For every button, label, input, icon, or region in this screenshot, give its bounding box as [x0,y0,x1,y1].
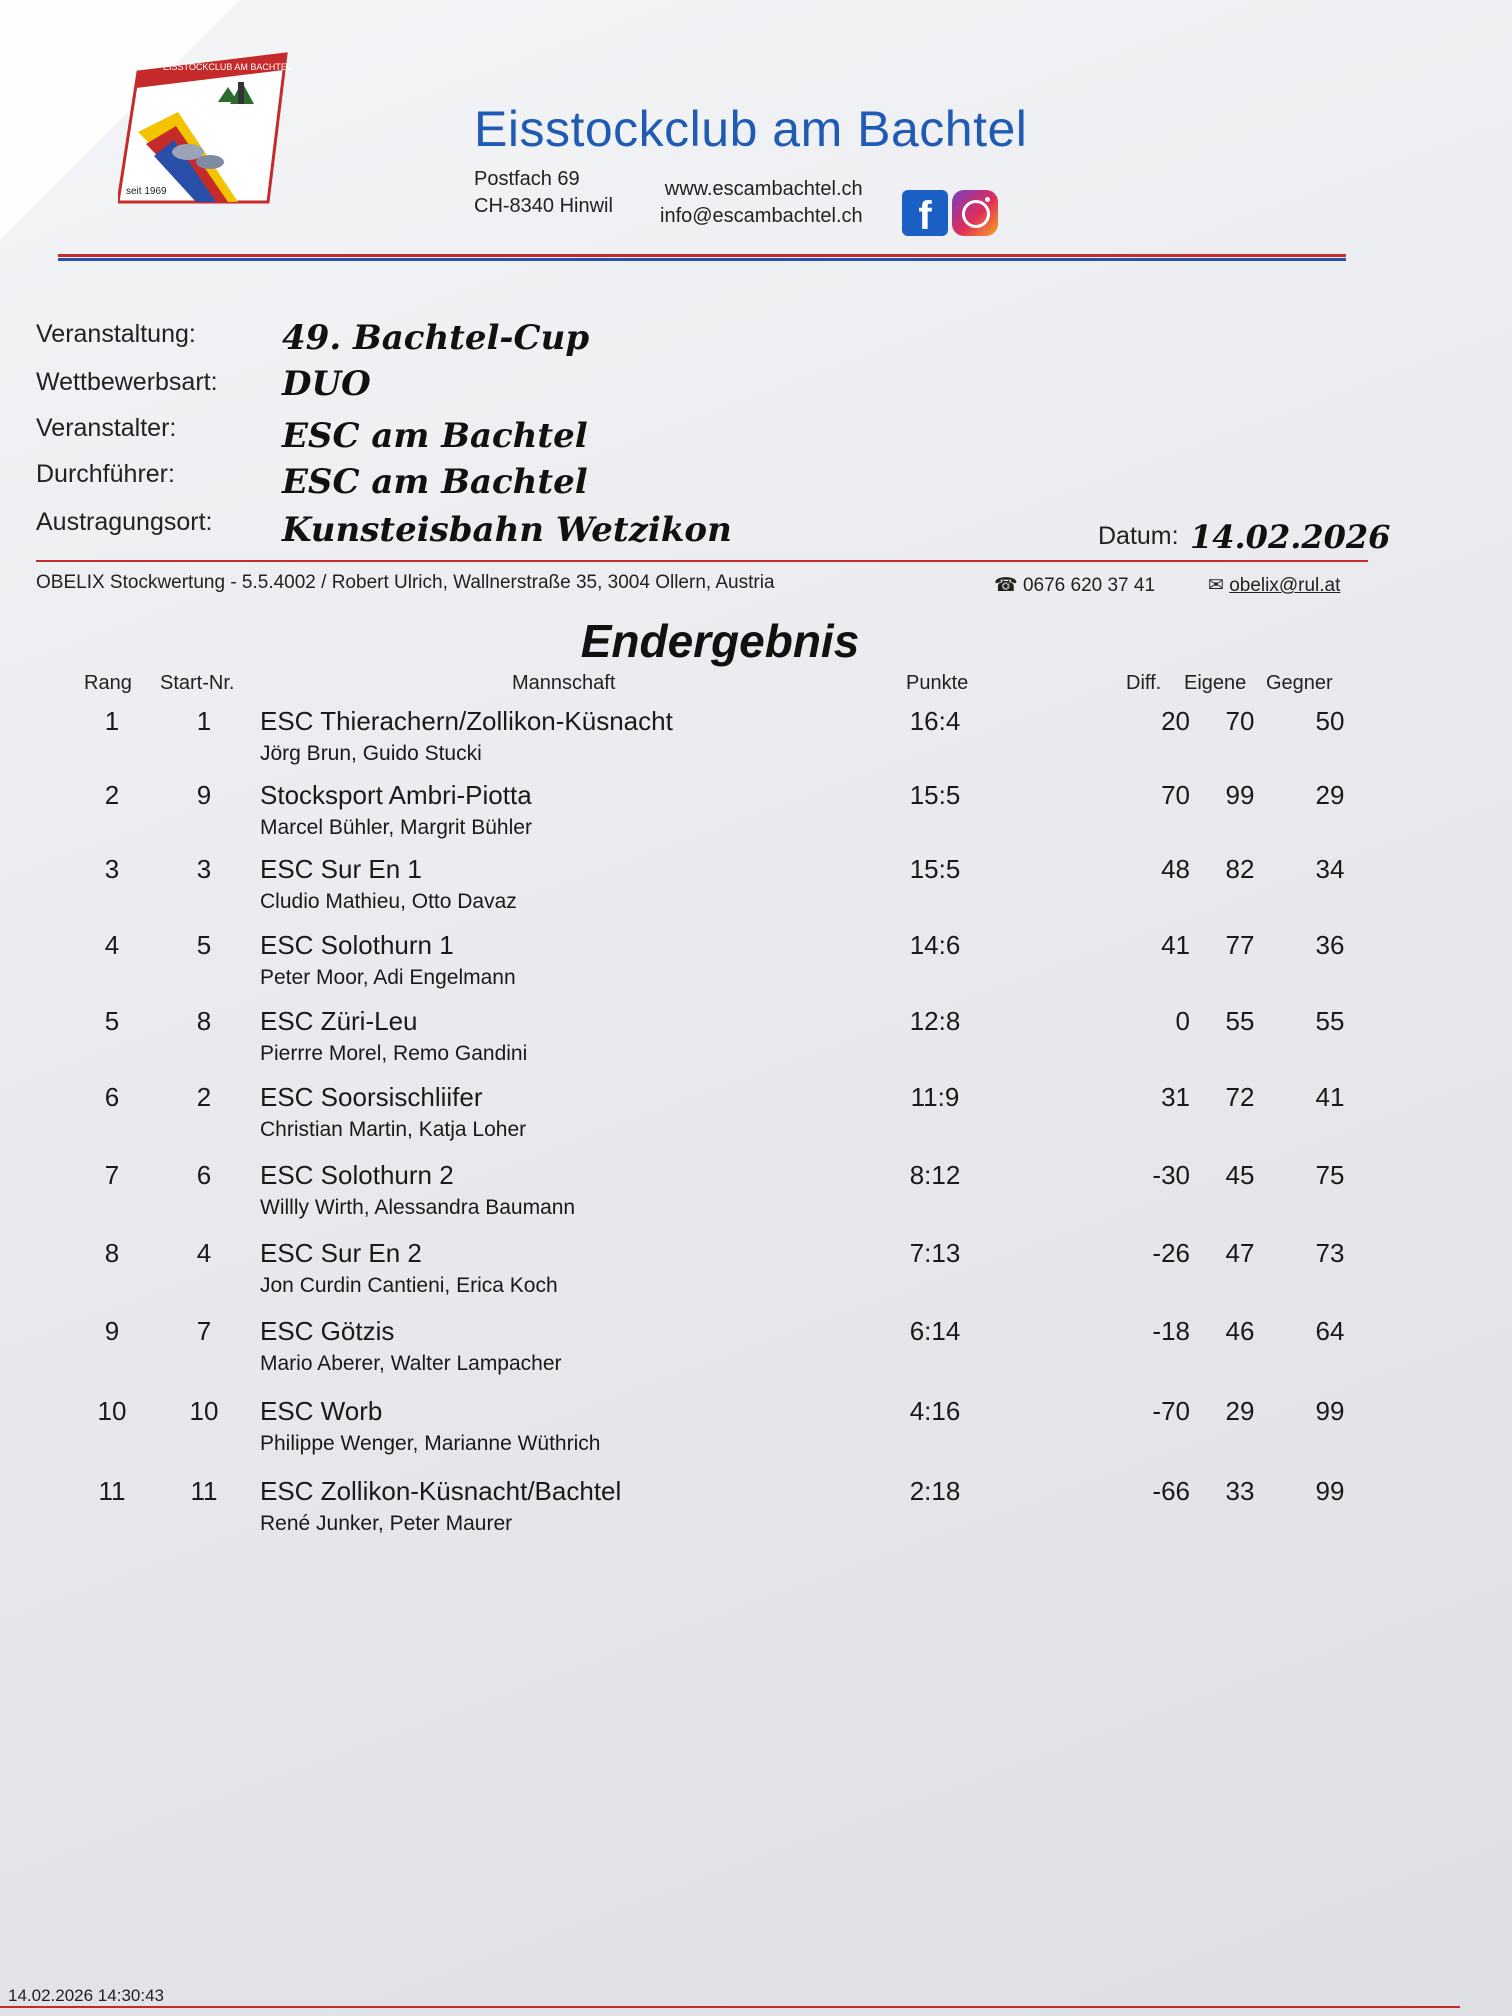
start-cell: 4 [196,1238,212,1268]
own-cell: 45 [1225,1160,1255,1190]
team-cell: ESC Solothurn 2 [260,1160,454,1190]
start-cell: 10 [189,1396,219,1426]
start-cell: 1 [196,706,212,736]
header-diff: Diff. [1126,672,1162,694]
table-row [0,930,1512,1006]
header-rank: Rang [84,672,132,694]
team-cell: ESC Worb [260,1396,383,1426]
instagram-icon [952,190,998,236]
logo-since-text: seit 1969 [126,186,167,197]
start-cell: 7 [196,1316,212,1346]
rank-cell: 10 [97,1396,127,1426]
start-cell: 5 [196,930,212,960]
organizer-value: ESC am Bachtel [282,416,588,456]
own-cell: 82 [1225,854,1255,884]
header-rule [58,254,1346,262]
type-value: DUO [282,364,371,404]
rank-cell: 1 [104,706,120,736]
club-email: info@escambachtel.ch [660,205,863,227]
team-cell: ESC Solothurn 1 [260,930,454,960]
rank-cell: 11 [98,1476,126,1506]
rank-cell: 7 [104,1160,120,1190]
opponent-cell: 41 [1315,1082,1345,1112]
players-cell: Jörg Brun, Guido Stucki [260,742,482,765]
table-row [0,1238,1512,1314]
team-cell: ESC Zollikon-Küsnacht/Bachtel [260,1476,622,1506]
date-label: Datum: [1098,522,1179,550]
players-cell: Cludio Mathieu, Otto Davaz [260,890,517,913]
start-cell: 11 [190,1476,218,1506]
diff-cell: 48 [1161,854,1190,884]
table-row [0,1082,1512,1158]
points-cell: 4:16 [909,1396,961,1426]
club-contact [660,176,863,230]
phone-icon: ☎ [994,575,1023,596]
points-cell: 2:18 [909,1476,961,1506]
diff-cell: -30 [1152,1160,1190,1190]
players-cell: Pierrre Morel, Remo Gandini [260,1042,528,1065]
club-name: Eisstockclub am Bachtel [474,101,1028,157]
print-timestamp: 14.02.2026 14:30:43 [8,1986,164,2005]
venue-value: Kunsteisbahn Wetzikon [282,510,732,550]
software-phone [994,574,1155,597]
diff-cell: 41 [1161,930,1190,960]
points-cell: 12:8 [909,1006,961,1036]
diff-cell: 0 [1175,1006,1190,1036]
team-cell: ESC Götzis [260,1316,395,1346]
diff-cell: -18 [1152,1316,1190,1346]
diff-cell: -26 [1152,1238,1190,1268]
club-address [474,166,613,220]
own-cell: 33 [1225,1476,1255,1506]
rank-cell: 9 [104,1316,120,1346]
own-cell: 46 [1225,1316,1255,1346]
diff-cell: -70 [1152,1396,1190,1426]
start-cell: 8 [196,1006,212,1036]
address-line-2: CH-8340 Hinwil [474,195,613,217]
opponent-cell: 64 [1315,1316,1345,1346]
rank-cell: 5 [104,1006,120,1036]
header-start: Start-Nr. [160,672,235,694]
start-cell: 9 [196,780,212,810]
software-line: OBELIX Stockwertung - 5.5.4002 / Robert Ulrich, Wallnerstraße 35, 3004 Ollern, Austria [36,572,775,593]
team-cell: ESC Sur En 2 [260,1238,422,1268]
rank-cell: 8 [104,1238,120,1268]
points-cell: 8:12 [909,1160,961,1190]
diff-cell: 31 [1161,1082,1190,1112]
players-cell: Peter Moor, Adi Engelmann [260,966,516,989]
header-opponent: Gegner [1266,672,1333,694]
table-row [0,706,1512,782]
table-row [0,1316,1512,1392]
opponent-cell: 99 [1315,1476,1345,1506]
address-line-1: Postfach 69 [474,168,580,190]
footer-rule [0,2006,1460,2008]
start-cell: 6 [196,1160,212,1190]
players-cell: Philippe Wenger, Marianne Wüthrich [260,1432,601,1455]
header-own: Eigene [1184,672,1247,694]
players-cell: Christian Martin, Katja Loher [260,1118,527,1141]
points-cell: 6:14 [909,1316,961,1346]
diff-cell: 70 [1161,780,1190,810]
rank-cell: 6 [104,1082,120,1112]
executor-value: ESC am Bachtel [282,462,588,502]
phone-number: 0676 620 37 41 [1022,575,1156,596]
points-cell: 15:5 [909,854,961,884]
opponent-cell: 34 [1315,854,1345,884]
own-cell: 72 [1225,1082,1255,1112]
team-cell: ESC Soorsischliifer [260,1082,483,1112]
organizer-label: Veranstalter: [36,414,177,442]
results-title: Endergebnis [580,615,860,667]
table-row [0,1476,1512,1552]
header-team: Mannschaft [512,672,616,694]
players-cell: Marcel Bühler, Margrit Bühler [260,816,532,839]
team-cell: ESC Sur En 1 [260,854,422,884]
club-logo [118,52,293,217]
opponent-cell: 29 [1315,780,1345,810]
opponent-cell: 55 [1315,1006,1345,1036]
diff-cell: 20 [1161,706,1190,736]
points-cell: 16:4 [909,706,961,736]
opponent-cell: 75 [1315,1160,1345,1190]
players-cell: René Junker, Peter Maurer [260,1512,513,1535]
own-cell: 47 [1225,1238,1255,1268]
players-cell: Jon Curdin Cantieni, Erica Koch [260,1274,558,1297]
opponent-cell: 50 [1315,706,1345,736]
players-cell: Mario Aberer, Walter Lampacher [260,1352,562,1375]
team-cell: ESC Thierachern/Zollikon-Küsnacht [260,706,673,736]
software-email[interactable]: obelix@rul.at [1229,575,1341,596]
date-value: 14.02.2026 [1190,518,1391,556]
table-row [0,1006,1512,1082]
software-mail [1208,574,1340,597]
venue-label: Austragungsort: [36,508,213,536]
opponent-cell: 36 [1315,930,1345,960]
own-cell: 55 [1225,1006,1255,1036]
table-row [0,854,1512,930]
mail-icon: ✉ [1208,575,1230,596]
team-cell: ESC Züri-Leu [260,1006,418,1036]
own-cell: 70 [1225,706,1255,736]
table-row [0,1396,1512,1472]
event-value: 49. Bachtel-Cup [282,318,590,358]
players-cell: Willly Wirth, Alessandra Baumann [260,1196,576,1219]
own-cell: 99 [1225,780,1255,810]
own-cell: 77 [1225,930,1255,960]
team-cell: Stocksport Ambri-Piotta [260,780,532,810]
header-points: Punkte [906,672,969,694]
table-row [0,1160,1512,1236]
points-cell: 15:5 [909,780,961,810]
start-cell: 3 [196,854,212,884]
rank-cell: 3 [104,854,120,884]
type-label: Wettbewerbsart: [36,368,218,396]
club-website: www.escambachtel.ch [664,178,863,200]
own-cell: 29 [1225,1396,1255,1426]
points-cell: 7:13 [909,1238,961,1268]
executor-label: Durchführer: [36,460,175,488]
start-cell: 2 [196,1082,212,1112]
rank-cell: 2 [104,780,120,810]
table-row [0,780,1512,856]
opponent-cell: 73 [1315,1238,1345,1268]
opponent-cell: 99 [1315,1396,1345,1426]
facebook-icon: f [902,190,948,236]
rank-cell: 4 [104,930,120,960]
diff-cell: -66 [1152,1476,1190,1506]
points-cell: 11:9 [910,1082,960,1112]
meta-rule [36,560,1368,562]
points-cell: 14:6 [909,930,961,960]
logo-ring-text: EISSTOCKCLUB AM BACHTEL [163,62,292,72]
event-label: Veranstaltung: [36,320,196,348]
